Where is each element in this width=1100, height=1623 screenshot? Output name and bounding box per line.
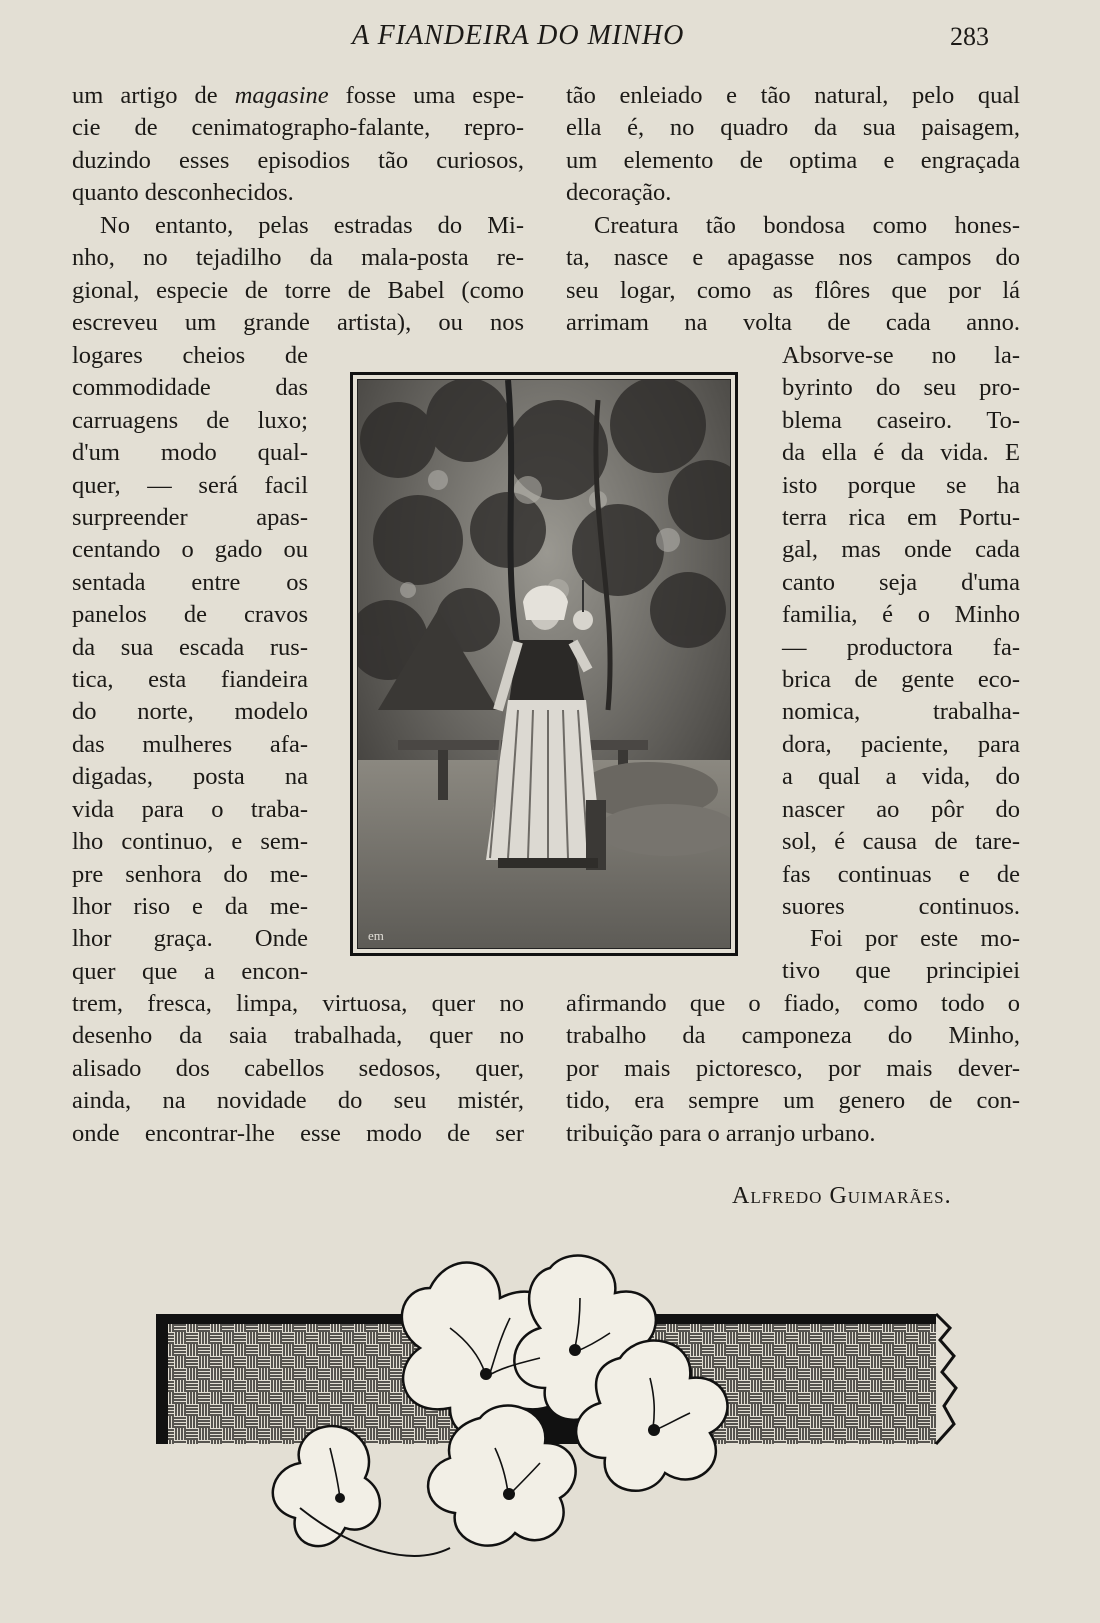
right-para-2: [566, 210, 1020, 340]
right-para-1: [566, 80, 1020, 210]
text-line: tido, era sempre um genero de con-: [566, 1087, 1020, 1115]
text-line: commodidade das: [72, 374, 308, 402]
text-line: suores continuos.: [782, 892, 1020, 920]
text-line: a qual a vida, do: [782, 763, 1020, 791]
text-line: Creatura tão bondosa como hones-: [594, 212, 1020, 239]
text-line: tivo que principiei: [782, 957, 1020, 985]
right-para-3-wrap: [782, 923, 1020, 988]
text-line: pre senhora do me-: [72, 860, 308, 888]
text-line: nho, no tejadilho da mala-posta re-: [72, 244, 524, 272]
text-line: quanto desconhecidos.: [72, 179, 294, 207]
page-number: 283: [950, 22, 989, 51]
text-line: lho continuo, e sem-: [72, 828, 308, 856]
text-line: tão enleiado e tão natural, pelo qual: [566, 82, 1020, 109]
text-line: ainda, na novidade do seu mistér,: [72, 1087, 524, 1115]
text-line: terra rica em Portu-: [782, 504, 1020, 532]
text-line: tica, esta fiandeira: [72, 666, 308, 694]
text-line: Foi por este mo-: [810, 925, 1020, 952]
text-line: do norte, modelo: [72, 698, 308, 726]
running-head: [0, 18, 1100, 58]
text-line: da ella é da vida. E: [782, 439, 1020, 467]
text-line: vida para o traba-: [72, 795, 308, 823]
text-line: quer, — será facil: [72, 471, 308, 499]
text-line: brica de gente eco-: [782, 666, 1020, 694]
text-line: byrinto do seu pro-: [782, 374, 1020, 402]
text-line: lhor riso e da me-: [72, 892, 308, 920]
text-line: nascer ao pôr do: [782, 795, 1020, 823]
text-line: familia, é o Minho: [782, 601, 1020, 629]
text-line: trem, fresca, limpa, virtuosa, quer no: [72, 990, 524, 1017]
text-line: panelos de cravos: [72, 601, 308, 629]
text-line: afirmando que o fiado, como todo o: [566, 990, 1020, 1017]
text-line: canto seja d'uma: [782, 568, 1020, 596]
text-line: gional, especie de torre de Babel (como: [72, 276, 524, 304]
text-line: arrimam na volta de cada anno.: [566, 309, 1020, 337]
text-line: por mais pictoresco, por mais dever-: [566, 1054, 1020, 1082]
text-line: sentada entre os: [72, 568, 308, 596]
pansy-flowers-basketweave-tailpiece: [150, 1248, 960, 1578]
text-line: ella é, no quadro da sua paisagem,: [566, 114, 1020, 142]
author-signature: Alfredo Guimarães.: [732, 1183, 952, 1209]
text-line: um elemento de optima e engraçada: [566, 146, 1020, 174]
text-line: carruagens de luxo;: [72, 406, 308, 434]
text-line: gal, mas onde cada: [782, 536, 1020, 564]
right-wrap-text: [782, 340, 1020, 923]
text-line: surpreender apas-: [72, 504, 308, 532]
text-line: escreveu um grande artista), ou nos: [72, 309, 524, 337]
photo-corner-mark: em: [368, 928, 384, 943]
text-line: tribuição para o arranjo urbano.: [566, 1119, 876, 1147]
left-wrap-text: [72, 340, 308, 988]
text-line: dora, paciente, para: [782, 730, 1020, 758]
text-line: desenho da saia trabalhada, quer no: [72, 1022, 524, 1050]
text-line: da sua escada rus-: [72, 633, 308, 661]
text-line: No entanto, pelas estradas do Mi-: [100, 212, 524, 239]
text-line: decoração.: [566, 179, 672, 207]
italic-word: magasine: [234, 82, 329, 109]
photograph-frame: [350, 372, 738, 956]
left-para-2-tail: [72, 988, 524, 1150]
text-line: d'um modo qual-: [72, 439, 308, 467]
text-line: centando o gado ou: [72, 536, 308, 564]
text-line: um artigo de magasine fosse uma espe-: [72, 82, 524, 109]
text-line: alisado dos cabellos sedosos, quer,: [72, 1054, 524, 1082]
text-line: das mulheres afa-: [72, 730, 308, 758]
text-line: blema caseiro. To-: [782, 406, 1020, 434]
text-line: isto porque se ha: [782, 471, 1020, 499]
right-para-3-tail: [566, 988, 1020, 1150]
text-line: Absorve-se no la-: [782, 342, 1020, 369]
text-line: seu logar, como as flôres que por lá: [566, 276, 1020, 304]
photo-illustration: [358, 380, 731, 949]
text-line: onde encontrar-lhe esse modo de ser: [72, 1119, 524, 1147]
woman-spinning-photo: [357, 379, 731, 949]
running-title: A FIANDEIRA DO MINHO: [352, 20, 685, 51]
left-para-2: [72, 210, 524, 340]
text-line: trabalho da camponeza do Minho,: [566, 1022, 1020, 1050]
text-line: lhor graça. Onde: [72, 925, 308, 953]
text-line: cie de cenimatographo-falante, repro-: [72, 114, 524, 142]
text-line: fas continuas e de: [782, 860, 1020, 888]
text-line: digadas, posta na: [72, 763, 308, 791]
text-line: duzindo esses episodios tão curiosos,: [72, 146, 524, 174]
text-line: sol, é causa de tare-: [782, 828, 1020, 856]
text-line: ta, nasce e apagasse nos campos do: [566, 244, 1020, 272]
text-line: nomica, trabalha-: [782, 698, 1020, 726]
text-line: — productora fa-: [782, 633, 1020, 661]
text-line: logares cheios de: [72, 342, 308, 369]
left-para-1: [72, 80, 524, 210]
text-line: quer que a encon-: [72, 957, 308, 985]
